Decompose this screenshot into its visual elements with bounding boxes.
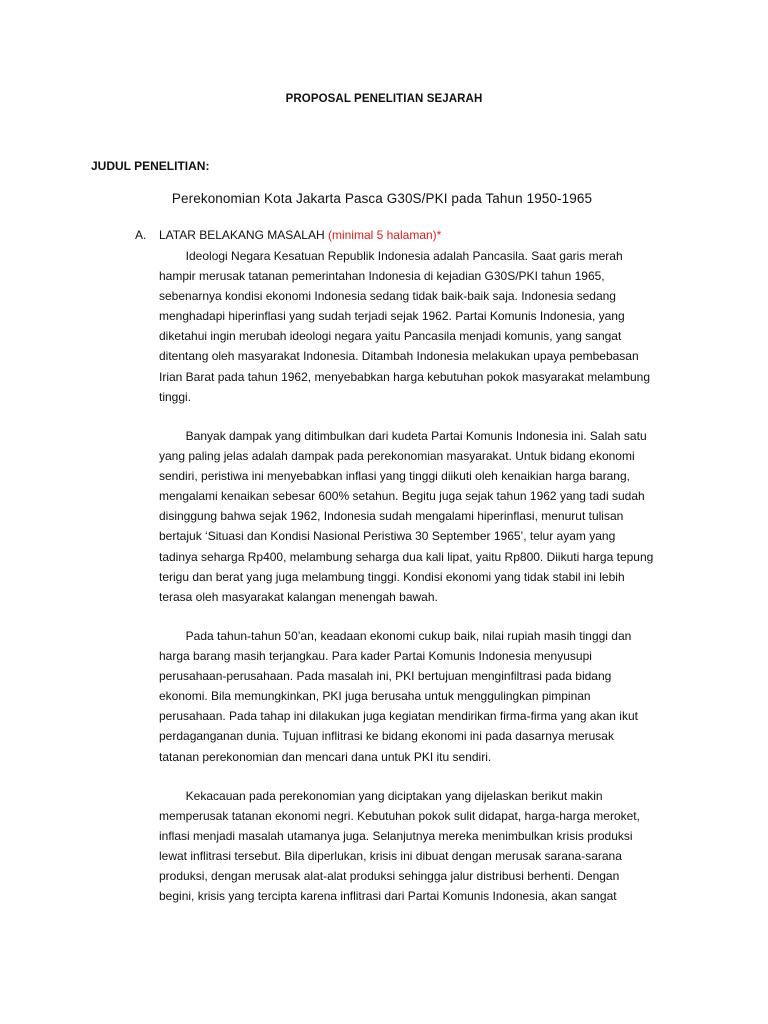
judul-label: JUDUL PENELITIAN: <box>91 159 210 173</box>
paragraph-line: Banyak dampak yang ditimbulkan dari kudeta Partai Komunis Indonesia ini. Salah satu <box>159 429 647 443</box>
paragraph-1 <box>159 246 683 407</box>
paragraph-line: produksi, dengan merusak alat-alat produksi sehingga jalur distribusi berhenti. Dengan <box>159 869 620 884</box>
paragraph-line: Irian Barat pada tahun 1962, menyebabkan harga kebutuhan pokok masyarakat melambung <box>159 369 650 384</box>
paragraph-line: Kekacauan pada perekonomian yang diciptakan yang dijelaskan berikut makin <box>159 789 603 803</box>
paragraph-line: ekonomi. Bila memungkinkan, PKI juga berusaha untuk menggulingkan pimpinan <box>159 689 591 704</box>
paragraph-line: inflasi menjadi masalah utamanya juga. Selanjutnya mereka menimbulkan krisis produksi <box>159 829 633 844</box>
paragraph-4 <box>159 786 683 907</box>
research-title <box>0 191 768 206</box>
paragraph-line: perdaganganan dunia. Tujuan inflitrasi ke bidang ekonomi ini pada dasarnya merusak <box>159 729 614 744</box>
paragraph-line: tatanan perekonomian dan mencari dana untuk PKI itu sendiri. <box>159 749 492 764</box>
paragraph-line: perusahaan-perusahaan. Pada masalah ini, PKI bertujuan menginfiltrasi pada bidang <box>159 669 612 684</box>
paragraph-line: tadinya seharga Rp400, melambung seharga dua kali lipat, yaitu Rp800. Diikuti harga tepung <box>159 549 654 564</box>
paragraph-line: disinggung bahwa sejak 1962, Indonesia sudah mengalami hiperinflasi, menurut tulisan <box>159 509 624 524</box>
paragraph-line: diketahui ingin merubah ideologi negara yaitu Pancasila menjadi komunis, yang sangat <box>159 329 622 344</box>
paragraph-line: begini, krisis yang tercipta karena inflitrasi dari Partai Komunis Indonesia, akan sangat <box>159 889 617 904</box>
paragraph-line: perusahaan. Pada tahap ini dilakukan juga kegiatan mendirikan firma-firma yang akan ikut <box>159 709 638 724</box>
section-heading <box>135 228 441 242</box>
paragraph-line: hampir merusak tatanan pemerintahan Indonesia di kejadian G30S/PKI tahun 1965, <box>159 269 605 284</box>
paragraph-line: terasa oleh masyarakat kalangan menengah bawah. <box>159 589 438 604</box>
paragraph-line: lewat inflitrasi tersebut. Bila diperlukan, krisis ini dibuat dengan merusak sarana-sarana <box>159 849 622 864</box>
paragraph-line: tinggi. <box>159 389 192 404</box>
section-letter: A. <box>135 228 147 242</box>
paragraph-line: yang paling jelas adalah dampak pada perekonomian masyarakat. Untuk bidang ekonomi <box>159 449 635 464</box>
paragraph-line: menghadapi hiperinflasi yang sudah terjadi sejak 1962. Partai Komunis Indonesia, yang <box>159 309 625 324</box>
section-note: (minimal 5 halaman)* <box>327 228 442 242</box>
paragraph-line: harga barang masih terjangkau. Para kader Partai Komunis Indonesia menyusupi <box>159 649 592 664</box>
paragraph-line: sendiri, peristiwa ini menyebabkan inflasi yang tinggi diikuti oleh kenaikian harga barang, <box>159 469 630 484</box>
paragraph-line: Pada tahun-tahun 50’an, keadaan ekonomi cukup baik, nilai rupiah masih tinggi dan <box>159 629 632 643</box>
document-title: PROPOSAL PENELITIAN SEJARAH <box>285 93 483 105</box>
paragraph-line: Ideologi Negara Kesatuan Republik Indonesia adalah Pancasila. Saat garis merah <box>159 249 623 263</box>
paragraph-line: sebenarnya kondisi ekonomi Indonesia sedang tidak baik-baik saja. Indonesia sedang <box>159 289 616 304</box>
section-heading-text: LATAR BELAKANG MASALAH <box>159 228 325 242</box>
research-title-text: Perekonomian Kota Jakarta Pasca G30S/PKI pada Tahun 1950-1965 <box>171 191 593 206</box>
paragraph-3 <box>159 626 683 767</box>
paragraph-line: bertajuk ‘Situasi dan Kondisi Nasional Peristiwa 30 September 1965’, telur ayam yang <box>159 529 616 544</box>
paragraph-line: mengalami kenaikan sebesar 600% setahun. Begitu juga sejak tahun 1962 yang tadi sudah <box>159 489 645 504</box>
paragraph-line: terigu dan berat yang juga melambung tinggi. Kondisi ekonomi yang tidak stabil ini lebih <box>159 569 625 584</box>
paragraph-line: ditentang oleh masyarakat Indonesia. Ditambah Indonesia melakukan upaya pembebasan <box>159 349 639 364</box>
paragraph-line: memperusak tatanan ekonomi negri. Kebutuhan pokok sulit didapat, harga-harga meroket, <box>159 809 640 824</box>
paragraph-2 <box>159 426 683 607</box>
